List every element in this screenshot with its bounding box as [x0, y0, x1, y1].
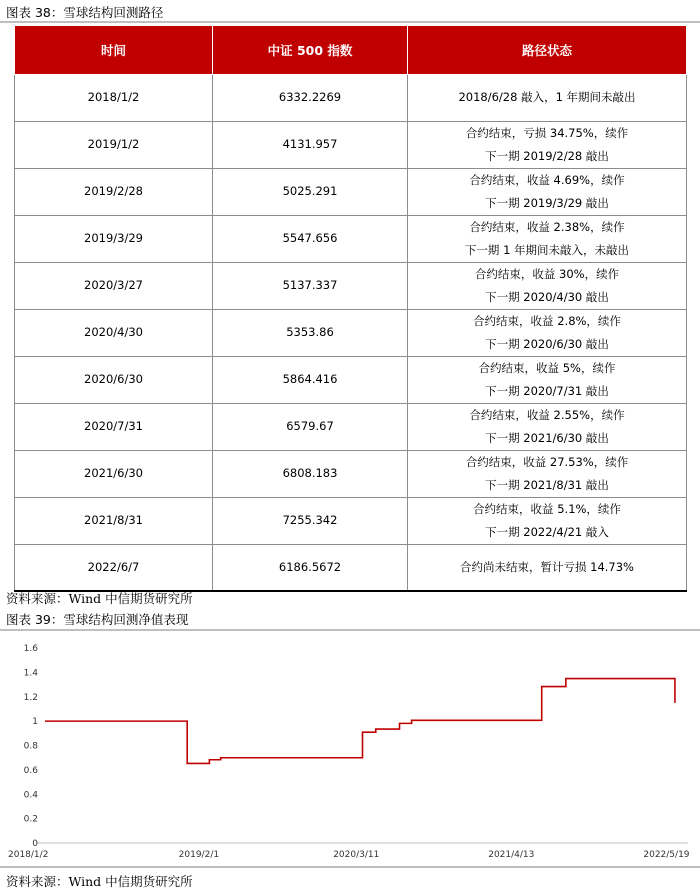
cell-status [408, 450, 687, 497]
y-tick-label: 1.2 [23, 692, 38, 703]
cell-date: 2021/6/30 [15, 450, 213, 497]
cell-date: 2020/6/30 [15, 356, 213, 403]
x-tick-label: 2019/2/1 [178, 850, 220, 860]
table-row [15, 497, 687, 544]
chart-source: 资料来源：Wind 中信期货研究所 [6, 874, 193, 889]
table-row [15, 450, 687, 497]
status-line: 下一期 2021/8/31 敲出 [485, 477, 609, 492]
table-row [15, 75, 687, 122]
status-line: 下一期 2020/6/30 敲出 [485, 336, 609, 351]
nav-series-line [45, 679, 675, 764]
caption-rule [0, 21, 700, 23]
table-row [15, 262, 687, 309]
status-line: 下一期 2022/4/21 敲入 [485, 524, 609, 539]
status-line: 下一期 2019/2/28 敲出 [485, 148, 609, 163]
y-tick-label: 1.4 [23, 668, 38, 679]
cell-date: 2020/7/31 [15, 403, 213, 450]
x-tick-label: 2020/3/11 [333, 850, 380, 860]
cell-date: 2019/2/28 [15, 168, 213, 215]
y-tick-label: 0.8 [23, 741, 38, 752]
status-line: 合约尚未结束，暂计亏损 14.73% [459, 559, 634, 574]
status-line: 合约结束，收益 2.38%，续作 [469, 219, 625, 234]
cell-status [408, 75, 687, 122]
y-tick-label: 0.2 [23, 814, 38, 825]
cell-status [408, 215, 687, 262]
header-status: 路径状态 [408, 26, 687, 75]
cell-date: 2020/3/27 [15, 262, 213, 309]
cell-index: 5353.86 [213, 309, 408, 356]
cell-index: 6579.67 [213, 403, 408, 450]
cell-index: 5025.291 [213, 168, 408, 215]
status-line: 下一期 2021/6/30 敲出 [485, 430, 609, 445]
y-tick-label: 0.6 [23, 765, 38, 776]
cell-index: 5864.416 [213, 356, 408, 403]
x-tick-label: 2021/4/13 [488, 850, 535, 860]
cell-index: 5547.656 [213, 215, 408, 262]
table-header-row [15, 26, 687, 75]
cell-index: 4131.957 [213, 121, 408, 168]
status-line: 下一期 2019/3/29 敲出 [485, 195, 609, 210]
table-row [15, 168, 687, 215]
cell-index: 5137.337 [213, 262, 408, 309]
table-row [15, 215, 687, 262]
table-row [15, 121, 687, 168]
cell-date: 2019/1/2 [15, 121, 213, 168]
table-caption: 图表 38：雪球结构回测路径 [6, 5, 164, 20]
cell-status [408, 168, 687, 215]
table-row [15, 544, 687, 591]
status-line: 合约结束，收益 30%，续作 [474, 266, 620, 281]
cell-index: 7255.342 [213, 497, 408, 544]
table-row [15, 403, 687, 450]
x-tick-label: 2022/5/19 [643, 850, 690, 860]
status-line: 合约结束，收益 2.8%，续作 [473, 313, 621, 328]
cell-index: 6808.183 [213, 450, 408, 497]
status-line: 合约结束，亏损 34.75%，续作 [465, 125, 629, 140]
table-source: 资料来源：Wind 中信期货研究所 [6, 591, 193, 606]
header-index: 中证 500 指数 [213, 26, 408, 75]
cell-status [408, 497, 687, 544]
table-row [15, 309, 687, 356]
cell-status [408, 356, 687, 403]
status-line: 合约结束，收益 2.55%，续作 [469, 407, 625, 422]
status-line: 合约结束，收益 5%，续作 [478, 360, 616, 375]
status-line: 下一期 1 年期间未敲入，未敲出 [464, 242, 630, 257]
y-tick-label: 1.6 [23, 644, 38, 654]
status-line: 下一期 2020/4/30 敲出 [485, 289, 609, 304]
status-line: 合约结束，收益 27.53%，续作 [465, 454, 629, 469]
header-time: 时间 [15, 26, 213, 75]
cell-date: 2020/4/30 [15, 309, 213, 356]
cell-date: 2018/1/2 [15, 75, 213, 122]
status-line: 下一期 2020/7/31 敲出 [485, 383, 609, 398]
cell-index: 6186.5672 [213, 544, 408, 591]
cell-status [408, 121, 687, 168]
status-line: 2018/6/28 敲入，1 年期间未敲出 [458, 90, 636, 105]
chart-caption-rule [0, 629, 700, 631]
cell-date: 2019/3/29 [15, 215, 213, 262]
backtest-path-table [14, 25, 687, 592]
chart-caption: 图表 39：雪球结构回测净值表现 [6, 612, 189, 627]
cell-index: 6332.2269 [213, 75, 408, 122]
cell-date: 2021/8/31 [15, 497, 213, 544]
cell-status [408, 403, 687, 450]
cell-status [408, 309, 687, 356]
nav-line-chart [0, 638, 700, 863]
cell-status [408, 262, 687, 309]
chart-bottom-rule [0, 866, 700, 868]
status-line: 合约结束，收益 4.69%，续作 [469, 172, 625, 187]
table-row [15, 356, 687, 403]
status-line: 合约结束，收益 5.1%，续作 [473, 501, 621, 516]
y-tick-label: 0.4 [23, 790, 38, 801]
y-tick-label: 1 [32, 717, 38, 728]
cell-status [408, 544, 687, 591]
y-tick-label: 0 [32, 839, 38, 849]
cell-date: 2022/6/7 [15, 544, 213, 591]
x-tick-label: 2018/1/2 [8, 850, 49, 860]
